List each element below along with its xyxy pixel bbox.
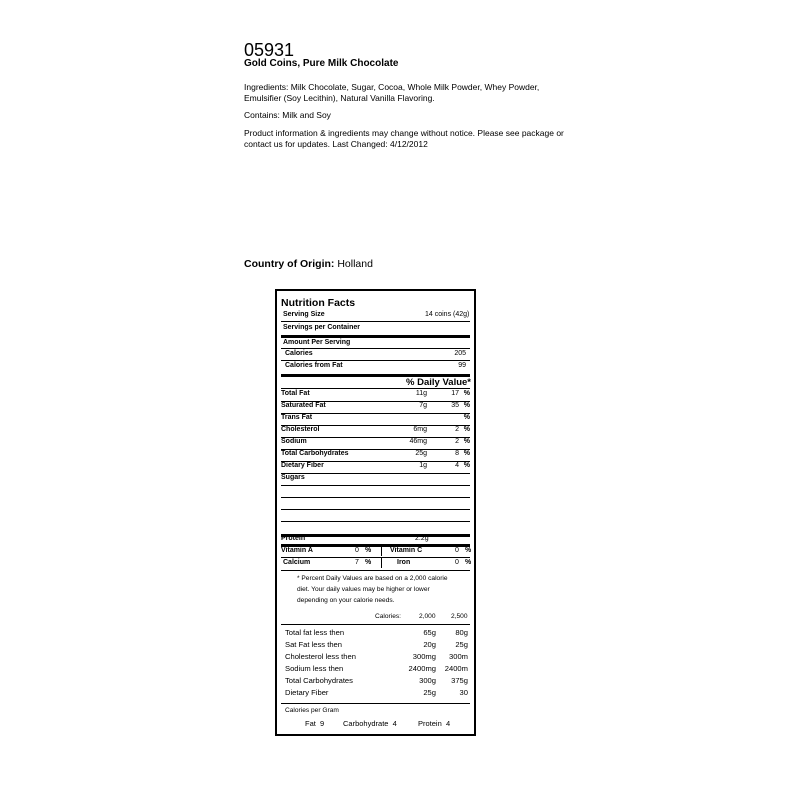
calories-from-fat-label: Calories from Fat xyxy=(285,362,343,369)
daily-value-header: % Daily Value* xyxy=(406,377,471,388)
divider xyxy=(281,335,470,338)
calories-value: 205 xyxy=(454,350,466,357)
iron-pct: % xyxy=(465,559,472,566)
nutrient-label: Trans Fat xyxy=(281,414,313,421)
reference-value-2500: 30 xyxy=(459,688,468,697)
nutrient-amount: 11g xyxy=(415,390,427,397)
reference-value-2000: 65g xyxy=(423,628,436,637)
reference-value-2000: 25g xyxy=(423,688,436,697)
nutrient-pct: % xyxy=(463,426,470,433)
nutrient-label: Dietary Fiber xyxy=(281,462,324,469)
country-of-origin xyxy=(244,258,373,270)
iron-value: 0 xyxy=(455,559,459,566)
reference-value-2000: 2400mg xyxy=(408,664,436,673)
protein-value: 2.2g xyxy=(415,535,429,542)
divider xyxy=(281,360,470,361)
calcium-pct: % xyxy=(365,559,372,566)
nutrient-dv: 2 xyxy=(455,426,459,433)
vitamin-a-value: 0 xyxy=(355,547,359,554)
carb-value: 4 xyxy=(392,719,397,728)
reference-value-2500: 375g xyxy=(451,676,468,685)
divider xyxy=(281,473,470,474)
vitamin-c-pct: % xyxy=(465,547,472,554)
reference-label: Total Carbohydrates xyxy=(285,676,353,685)
blank-row-line xyxy=(281,497,470,498)
vitamin-c-label: Vitamin C xyxy=(390,547,423,554)
carb-label: Carbohydrate xyxy=(343,719,389,728)
divider xyxy=(281,321,470,322)
nutrient-label: Sugars xyxy=(281,474,305,481)
fat-value: 9 xyxy=(320,719,325,728)
vitamin-a-pct: % xyxy=(365,547,372,554)
mineral-divider xyxy=(381,558,382,568)
calories-label: Calories xyxy=(285,350,313,357)
protein-g-label: Protein xyxy=(418,719,442,728)
nutrient-dv: 8 xyxy=(455,450,459,457)
nutrient-amount: 6mg xyxy=(413,426,427,433)
vitamin-divider xyxy=(381,546,382,556)
blank-row-line xyxy=(281,485,470,486)
ingredients-line-2: Emulsifier (Soy Lecithin), Natural Vanilla Flavoring. xyxy=(244,93,435,103)
ref-calories-label: Calories: xyxy=(375,613,402,620)
reference-label: Sat Fat less then xyxy=(285,640,342,649)
protein-per-gram xyxy=(418,719,450,728)
servings-label: Servings per Container xyxy=(283,324,361,331)
calcium-value: 7 xyxy=(355,559,359,566)
footnote-line-2: diet. Your daily values may be higher or lower xyxy=(297,586,430,593)
nutrient-amount: 7g xyxy=(419,402,427,409)
amount-per-serving: Amount Per Serving xyxy=(283,339,351,346)
iron-label: Iron xyxy=(397,559,411,566)
product-name: Gold Coins, Pure Milk Chocolate xyxy=(244,58,399,69)
carb-per-gram xyxy=(343,719,397,728)
divider xyxy=(281,557,470,558)
divider xyxy=(281,348,470,349)
ref-col-2000: 2,000 xyxy=(419,613,436,620)
divider xyxy=(281,534,470,537)
nutrition-title: Nutrition Facts xyxy=(281,297,356,309)
reference-label: Sodium less then xyxy=(285,664,344,673)
serving-size-label: Serving Size xyxy=(283,311,325,318)
nutrient-dv: 2 xyxy=(455,438,459,445)
reference-value-2000: 20g xyxy=(423,640,436,649)
nutrient-dv: 4 xyxy=(455,462,459,469)
nutrient-pct: % xyxy=(463,402,470,409)
nutrient-amount: 25g xyxy=(415,450,427,457)
product-code: 05931 xyxy=(244,40,295,60)
nutrient-label: Saturated Fat xyxy=(281,402,326,409)
reference-label: Total fat less then xyxy=(285,628,345,637)
nutrient-pct: % xyxy=(463,414,470,421)
nutrient-pct: % xyxy=(463,438,470,445)
blank-row-line xyxy=(281,509,470,510)
reference-value-2000: 300g xyxy=(419,676,436,685)
notice-line-1: Product information & ingredients may change without notice. Please see package or xyxy=(244,128,564,138)
nutrient-pct: % xyxy=(463,390,470,397)
reference-value-2000: 300mg xyxy=(412,652,436,661)
ref-col-2500: 2,500 xyxy=(451,613,468,620)
ingredients xyxy=(244,82,574,104)
vitamin-a-label: Vitamin A xyxy=(281,547,313,554)
nutrient-pct: % xyxy=(463,450,470,457)
nutrient-amount: 46mg xyxy=(409,438,427,445)
ingredients-line-1: Ingredients: Milk Chocolate, Sugar, Cocoa, Whole Milk Powder, Whey Powder, xyxy=(244,82,540,92)
reference-value-2500: 300m xyxy=(449,652,468,661)
reference-label: Dietary Fiber xyxy=(285,688,329,697)
divider xyxy=(281,624,470,625)
nutrient-label: Cholesterol xyxy=(281,426,320,433)
protein-g-value: 4 xyxy=(445,719,451,728)
nutrient-amount: 1g xyxy=(419,462,427,469)
country-value: Holland xyxy=(337,258,373,270)
calories-per-gram-label: Calories per Gram xyxy=(285,707,339,714)
calories-from-fat-value: 99 xyxy=(458,362,466,369)
footnote-line-1: * Percent Daily Values are based on a 2,000 calorie xyxy=(297,575,448,582)
protein-label: Protein xyxy=(281,535,306,542)
divider xyxy=(281,388,470,389)
reference-value-2500: 80g xyxy=(455,628,468,637)
nutrient-label: Sodium xyxy=(281,438,307,445)
divider xyxy=(281,703,470,704)
divider xyxy=(281,437,470,438)
divider xyxy=(281,570,470,571)
nutrient-label: Total Fat xyxy=(281,390,310,397)
notice xyxy=(244,128,574,150)
vitamin-c-value: 0 xyxy=(455,547,459,554)
nutrient-dv: 35 xyxy=(451,402,459,409)
nutrient-label: Total Carbohydrates xyxy=(281,450,349,457)
allergen-contains: Contains: Milk and Soy xyxy=(244,110,331,120)
calcium-label: Calcium xyxy=(283,559,311,566)
serving-size-value: 14 coins (42g) xyxy=(425,311,470,318)
nutrient-dv: 17 xyxy=(451,390,459,397)
reference-value-2500: 25g xyxy=(455,640,468,649)
fat-label: Fat xyxy=(305,719,316,728)
reference-label: Cholesterol less then xyxy=(285,652,356,661)
country-label: Country of Origin: xyxy=(244,258,335,270)
nutrient-pct: % xyxy=(463,462,470,469)
notice-line-2: contact us for updates. Last Changed: 4/12/2012 xyxy=(244,139,428,149)
footnote-line-3: depending on your calorie needs. xyxy=(297,597,395,604)
blank-row-line xyxy=(281,521,470,522)
reference-value-2500: 2400m xyxy=(444,664,468,673)
fat-per-gram xyxy=(305,719,324,728)
nutrition-facts-panel xyxy=(275,289,476,736)
